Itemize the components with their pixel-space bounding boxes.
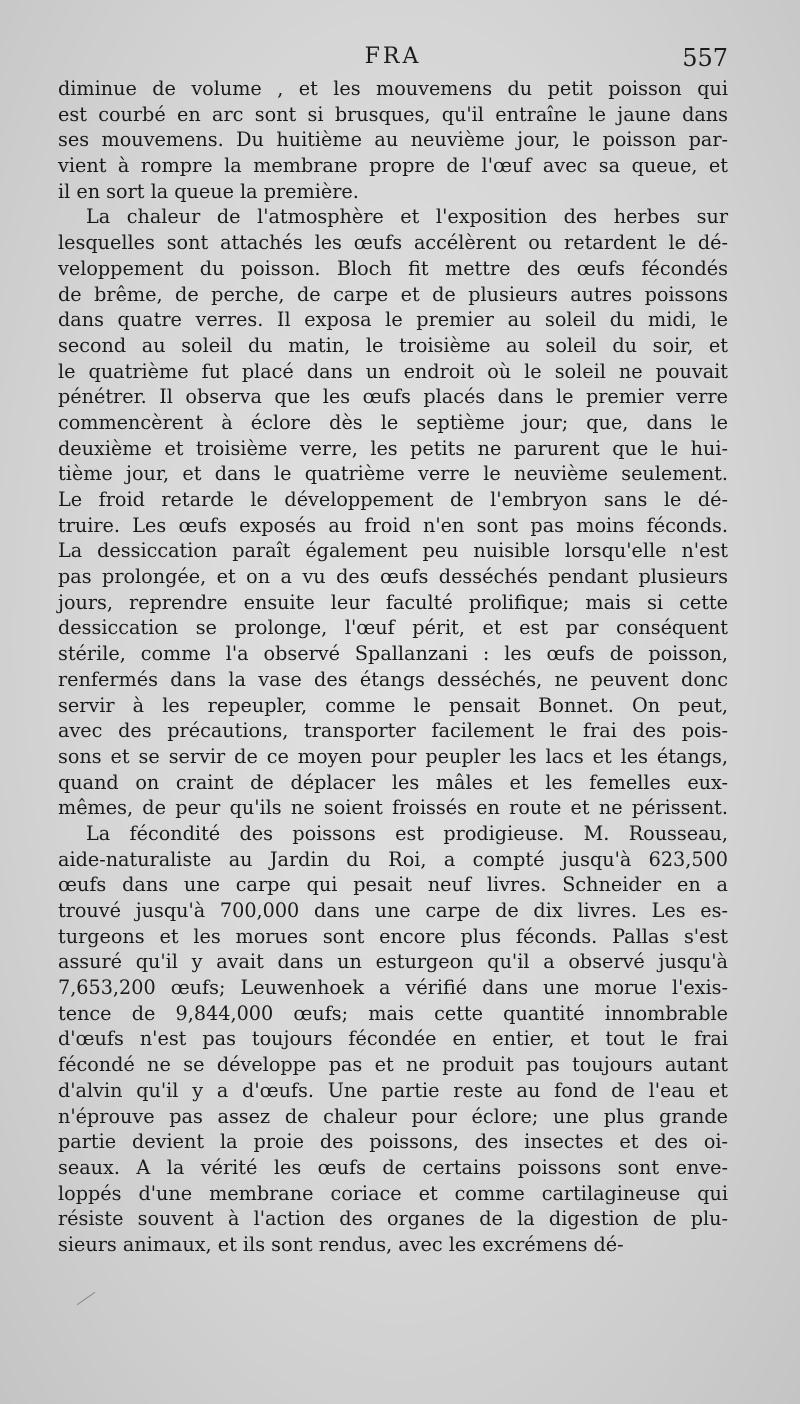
paragraph [58, 76, 728, 204]
page-number: 557 [682, 44, 728, 72]
text-line: Le froid retarde le développement de l'embryon sans le dé- [58, 488, 728, 511]
text-line: ses mouvemens. Du huitième au neuvième jour, le poisson par- [58, 128, 728, 152]
text-line: renfermés dans la vase des étangs desséchés, ne peuvent donc [58, 667, 728, 691]
text-line: stérile, comme l'a observé Spallanzani : les œufs de poisson, [58, 642, 728, 666]
text-line: avec des précautions, transporter facilement le frai des pois- [58, 719, 728, 743]
text-line: tième jour, et dans le quatrième verre le neuvième seulement. [58, 462, 728, 486]
text-line: d'alvin qu'il y a d'œufs. Une partie reste au fond de l'eau et [58, 1078, 728, 1102]
running-head: FRA [364, 44, 422, 69]
text-line: sons et se servir de ce moyen pour peupler les lacs et les étangs, [58, 744, 728, 768]
text-line: partie devient la proie des poissons, des insectes et des oi- [58, 1130, 728, 1154]
text-line: pas prolongée, et on a vu des œufs desséchés pendant plusieurs [58, 565, 728, 589]
text-line: mêmes, de peur qu'ils ne soient froissés en route et ne périssent. [58, 796, 728, 820]
text-line: dessiccation se prolonge, l'œuf périt, et est par conséquent [58, 616, 728, 640]
text-line: dans quatre verres. Il exposa le premier au soleil du midi, le [58, 308, 728, 332]
text-line: aide-naturaliste au Jardin du Roi, a compté jusqu'à 623,500 [58, 847, 728, 871]
text-line: sieurs animaux, et ils sont rendus, avec les excrémens dé- [58, 1232, 624, 1256]
body-text [58, 76, 728, 1258]
text-line: second au soleil du matin, le troisième au soleil du soir, et [58, 333, 728, 357]
text-line: 7,653,200 œufs; Leuwenhoek a vérifié dans une morue l'exis- [58, 976, 728, 1000]
text-line: veloppement du poisson. Bloch fit mettre des œufs fécondés [58, 256, 728, 280]
text-line: vient à rompre la membrane propre de l'œuf avec sa queue, et [58, 154, 728, 178]
text-line: servir à les repeupler, comme le pensait Bonnet. On peut, [58, 693, 728, 717]
text-line: lesquelles sont attachés les œufs accélèrent ou retardent le dé- [58, 231, 728, 255]
text-line: turgeons et les morues sont encore plus féconds. Pallas s'est [58, 924, 728, 948]
text-line: d'œufs n'est pas toujours fécondée en entier, et tout le frai [58, 1027, 728, 1051]
text-line: loppés d'une membrane coriace et comme cartilagineuse qui [58, 1181, 728, 1205]
text-line: il en sort la queue la première. [58, 179, 359, 203]
text-line: La fécondité des poissons est prodigieuse. M. Rousseau, [86, 821, 728, 845]
text-line: La dessiccation paraît également peu nuisible lorsqu'elle n'est [58, 539, 728, 563]
text-line: assuré qu'il y avait dans un esturgeon qu'il a observé jusqu'à [58, 950, 728, 974]
text-line: résiste souvent à l'action des organes de la digestion de plu- [58, 1207, 728, 1231]
paragraph [58, 821, 728, 1258]
paper-mark [77, 1292, 96, 1305]
text-line: fécondé ne se développe pas et ne produit pas toujours autant [58, 1053, 728, 1077]
text-line: œufs dans une carpe qui pesait neuf livres. Schneider en a [58, 873, 728, 897]
text-line: La chaleur de l'atmosphère et l'exposition des herbes sur [86, 205, 728, 229]
text-line: n'éprouve pas assez de chaleur pour éclore; une plus grande [58, 1104, 728, 1128]
text-line: deuxième et troisième verre, les petits ne parurent que le hui- [58, 436, 728, 460]
text-line: trouvé jusqu'à 700,000 dans une carpe de dix livres. Les es- [58, 899, 728, 922]
text-line: quand on craint de déplacer les mâles et les femelles eux- [58, 770, 728, 794]
text-line: est courbé en arc sont si brusques, qu'il entraîne le jaune dans [58, 102, 728, 126]
text-line: pénétrer. Il observa que les œufs placés dans le premier verre [58, 385, 728, 409]
text-line: le quatrième fut placé dans un endroit où le soleil ne pouvait [58, 359, 728, 383]
text-line: tence de 9,844,000 œufs; mais cette quantité innombrable [58, 1001, 728, 1025]
text-line: de brême, de perche, de carpe et de plusieurs autres poissons [58, 282, 728, 306]
text-line: commencèrent à éclore dès le septième jour; que, dans le [58, 410, 728, 434]
text-line: truire. Les œufs exposés au froid n'en sont pas moins féconds. [58, 513, 728, 537]
page-header [58, 42, 728, 76]
text-line: diminue de volume , et les mouvemens du petit poisson qui [58, 77, 728, 100]
text-line: seaux. A la vérité les œufs de certains poissons sont enve- [58, 1155, 728, 1179]
text-line: jours, reprendre ensuite leur faculté prolifique; mais si cette [58, 590, 728, 614]
paragraph [58, 204, 728, 821]
